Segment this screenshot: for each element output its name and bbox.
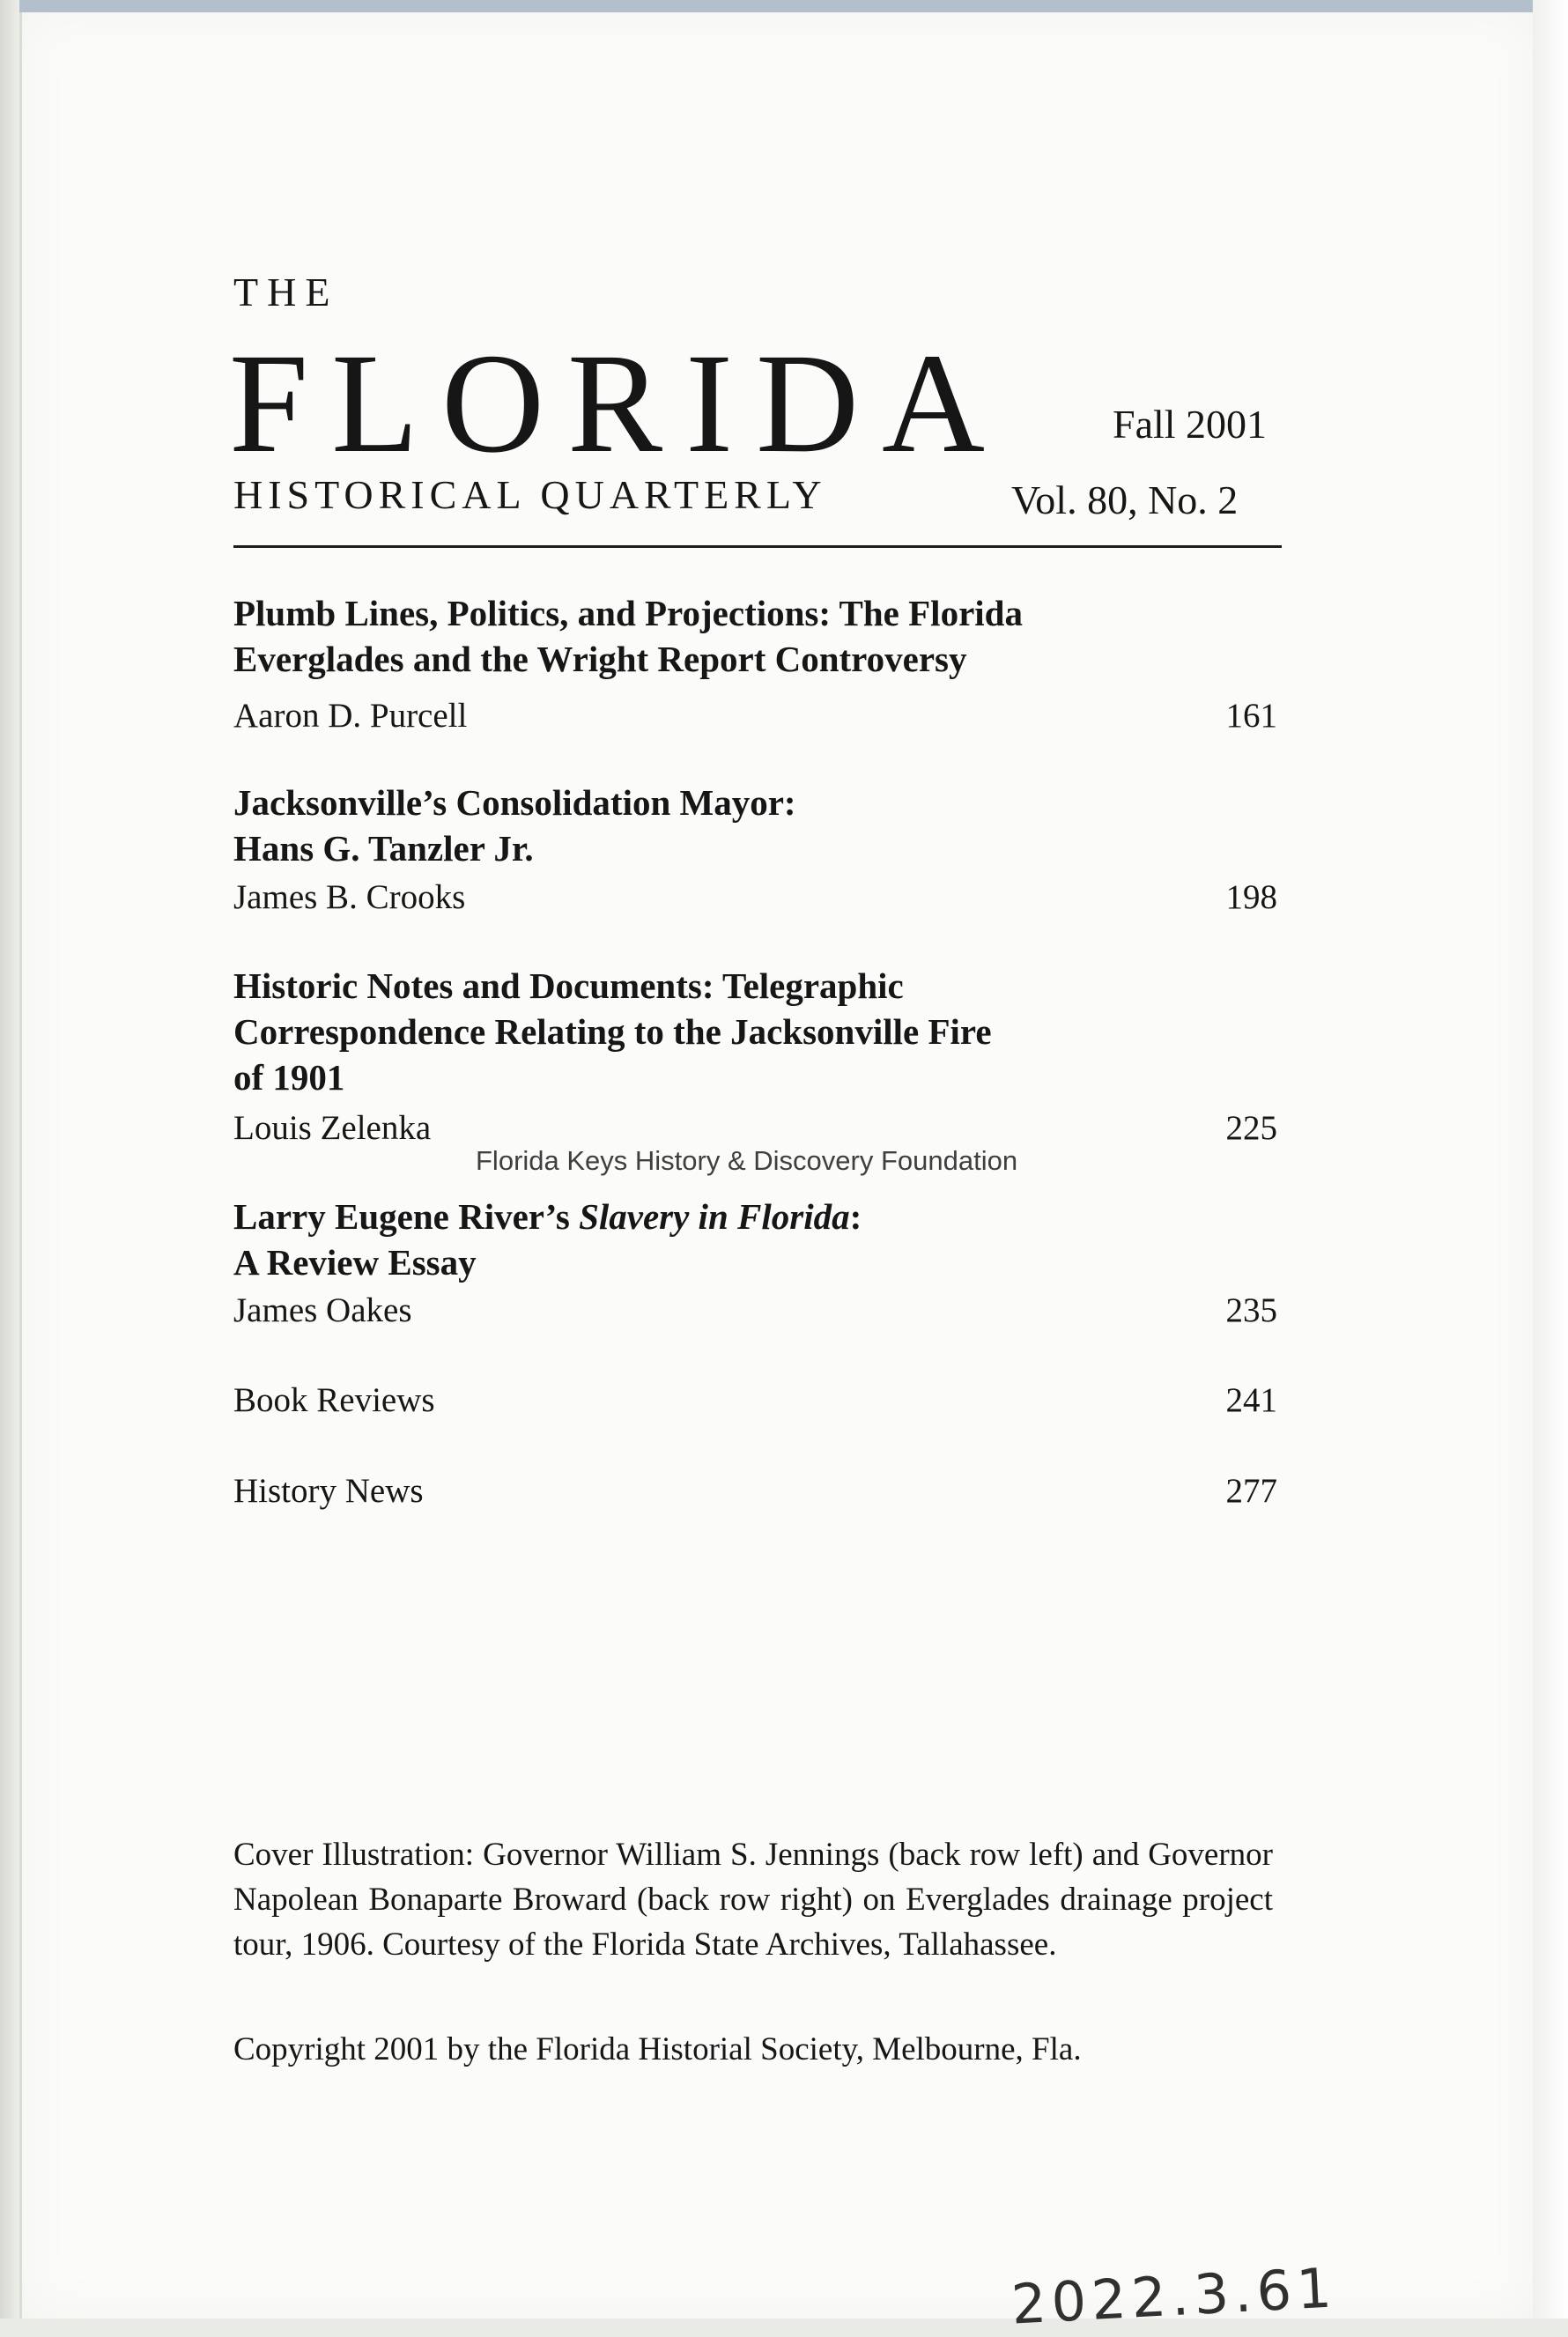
toc-title-text: : (849, 1196, 862, 1237)
toc-entry-title (233, 780, 1202, 871)
toc-author: Aaron D. Purcell (233, 697, 468, 735)
toc-page-number: 225 (1225, 1109, 1277, 1147)
masthead-subtitle: HISTORICAL QUARTERLY (233, 472, 827, 517)
toc-title-line: Jacksonville’s Consolidation Mayor: (233, 782, 796, 823)
toc-title-line: Plumb Lines, Politics, and Projections: The Florida (233, 593, 1023, 633)
toc-page-number: 161 (1225, 697, 1277, 735)
toc-title-line: A Review Essay (233, 1242, 477, 1283)
toc-title-italic: Slavery in Florida (579, 1196, 850, 1237)
toc-entry-title (233, 1194, 1202, 1285)
toc-title-line: Correspondence Relating to the Jacksonville Fire (233, 1011, 992, 1052)
toc-title-line: Historic Notes and Documents: Telegraphic (233, 965, 904, 1006)
toc-title-text: Larry Eugene River’s (233, 1196, 580, 1237)
masthead-the: THE (233, 270, 339, 314)
toc-section-title: Book Reviews (233, 1381, 435, 1419)
toc-author: James Oakes (233, 1291, 412, 1329)
toc-title-line (233, 1194, 1202, 1239)
issue-season: Fall 2001 (1113, 402, 1268, 447)
toc-title-line: Hans G. Tanzler Jr. (233, 828, 534, 869)
issue-volume: Vol. 80, No. 2 (1011, 477, 1239, 522)
toc-author: Louis Zelenka (233, 1109, 432, 1147)
toc-page-number: 241 (1225, 1381, 1277, 1419)
toc-title-line: of 1901 (233, 1057, 345, 1098)
cover-illustration-credit: Cover Illustration: Governor William S. Jennings (back row left) and Governor Napolean Bonaparte Broward (back row right) on Everglades drainage project tour, 1906. Courtesy of the Florida State Archives, Tallahassee. (233, 1837, 1273, 1963)
toc-page-number: 235 (1225, 1291, 1277, 1329)
masthead-divider (233, 545, 1282, 548)
masthead-title: FLORIDA (229, 325, 1009, 483)
toc-page-number: 198 (1225, 878, 1277, 916)
toc-page-number: 277 (1225, 1472, 1277, 1510)
toc-title-line: Everglades and the Wright Report Controversy (233, 639, 967, 679)
scan-left-edge (0, 0, 19, 2319)
toc-entry-title (233, 590, 1202, 682)
scan-right-edge (1533, 0, 1568, 2319)
toc-entry-title (233, 963, 1202, 1100)
toc-author: James B. Crooks (233, 878, 466, 916)
handwritten-accession-number: 2022.3.61 (1010, 2255, 1339, 2337)
toc-section-title: History News (233, 1472, 424, 1510)
watermark: Florida Keys History & Discovery Foundation (476, 1145, 1018, 1176)
copyright-notice: Copyright 2001 by the Florida Historial Society, Melbourne, Fla. (233, 2031, 1082, 2067)
